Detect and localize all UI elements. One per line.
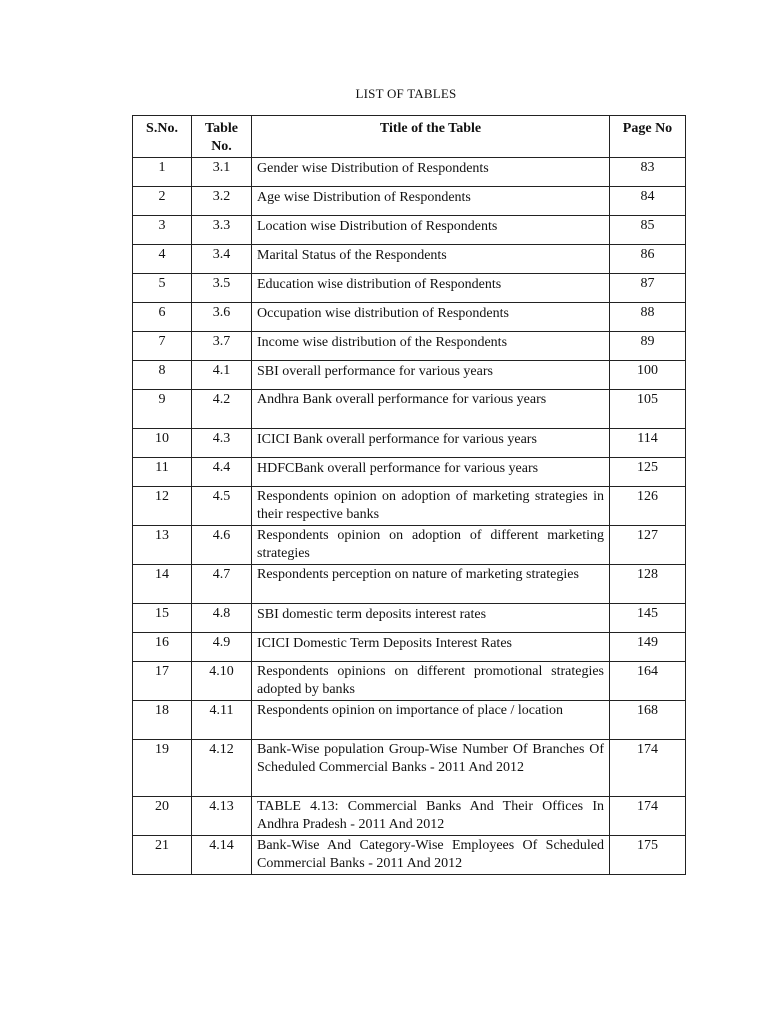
row-table-no: 4.11: [192, 701, 252, 740]
table-row: [133, 487, 686, 526]
row-table-no: 3.3: [192, 216, 252, 245]
table-row: [133, 633, 686, 662]
row-title: Respondents opinion on importance of place / location: [252, 701, 610, 740]
row-table-no: 4.6: [192, 526, 252, 565]
table-row: [133, 390, 686, 429]
row-page-no: 87: [610, 274, 686, 303]
row-sno: 4: [133, 245, 192, 274]
row-sno: 7: [133, 332, 192, 361]
page-title: LIST OF TABLES: [355, 86, 457, 101]
table-row: [133, 187, 686, 216]
table-row: [133, 604, 686, 633]
row-sno: 11: [133, 458, 192, 487]
row-page-no: 128: [610, 565, 686, 604]
row-sno: 3: [133, 216, 192, 245]
table-row: [133, 274, 686, 303]
table-row: [133, 836, 686, 875]
row-page-no: 175: [610, 836, 686, 875]
table-row: [133, 740, 686, 797]
row-sno: 9: [133, 390, 192, 429]
row-sno: 18: [133, 701, 192, 740]
row-page-no: 100: [610, 361, 686, 390]
table-row: [133, 458, 686, 487]
row-sno: 15: [133, 604, 192, 633]
row-table-no: 4.13: [192, 797, 252, 836]
table-row: [133, 429, 686, 458]
row-sno: 2: [133, 187, 192, 216]
header-sno: S.No.: [133, 116, 192, 158]
row-title: HDFCBank overall performance for various years: [252, 458, 610, 487]
row-sno: 14: [133, 565, 192, 604]
row-title: Marital Status of the Respondents: [252, 245, 610, 274]
row-title: Bank-Wise And Category-Wise Employees Of Scheduled Commercial Banks - 2011 And 2012: [252, 836, 610, 875]
row-page-no: 126: [610, 487, 686, 526]
table-row: [133, 565, 686, 604]
row-title: SBI overall performance for various years: [252, 361, 610, 390]
row-table-no: 4.10: [192, 662, 252, 701]
row-title: Respondents opinion on adoption of marketing strategies in their respective banks: [252, 487, 610, 526]
row-title: Andhra Bank overall performance for various years: [252, 390, 610, 429]
row-table-no: 4.2: [192, 390, 252, 429]
row-title: Education wise distribution of Respondents: [252, 274, 610, 303]
row-title: Age wise Distribution of Respondents: [252, 187, 610, 216]
row-table-no: 3.2: [192, 187, 252, 216]
table-row: [133, 245, 686, 274]
row-sno: 16: [133, 633, 192, 662]
row-table-no: 3.5: [192, 274, 252, 303]
row-sno: 5: [133, 274, 192, 303]
table-row: [133, 303, 686, 332]
row-sno: 6: [133, 303, 192, 332]
table-row: [133, 526, 686, 565]
row-page-no: 174: [610, 797, 686, 836]
row-table-no: 3.1: [192, 158, 252, 187]
row-title: Respondents perception on nature of marketing strategies: [252, 565, 610, 604]
row-title: SBI domestic term deposits interest rates: [252, 604, 610, 633]
table-row: [133, 332, 686, 361]
row-page-no: 145: [610, 604, 686, 633]
row-table-no: 4.5: [192, 487, 252, 526]
row-table-no: 3.7: [192, 332, 252, 361]
row-title: Occupation wise distribution of Respondents: [252, 303, 610, 332]
row-table-no: 4.7: [192, 565, 252, 604]
row-title: Respondents opinion on adoption of different marketing strategies: [252, 526, 610, 565]
row-page-no: 85: [610, 216, 686, 245]
row-table-no: 4.9: [192, 633, 252, 662]
row-sno: 19: [133, 740, 192, 797]
row-title: Respondents opinions on different promotional strategies adopted by banks: [252, 662, 610, 701]
row-sno: 17: [133, 662, 192, 701]
row-sno: 10: [133, 429, 192, 458]
row-table-no: 4.12: [192, 740, 252, 797]
row-table-no: 4.3: [192, 429, 252, 458]
table-row: [133, 216, 686, 245]
row-title: Location wise Distribution of Respondents: [252, 216, 610, 245]
row-page-no: 114: [610, 429, 686, 458]
list-of-tables: [132, 115, 686, 875]
row-sno: 12: [133, 487, 192, 526]
row-table-no: 4.8: [192, 604, 252, 633]
row-page-no: 125: [610, 458, 686, 487]
row-sno: 13: [133, 526, 192, 565]
row-page-no: 86: [610, 245, 686, 274]
row-page-no: 88: [610, 303, 686, 332]
row-page-no: 168: [610, 701, 686, 740]
row-title: Income wise distribution of the Respondents: [252, 332, 610, 361]
row-sno: 1: [133, 158, 192, 187]
row-page-no: 105: [610, 390, 686, 429]
row-page-no: 83: [610, 158, 686, 187]
table-row: [133, 361, 686, 390]
row-table-no: 3.6: [192, 303, 252, 332]
row-title: ICICI Bank overall performance for various years: [252, 429, 610, 458]
header-title: Title of the Table: [252, 116, 610, 158]
row-table-no: 4.4: [192, 458, 252, 487]
table-header-row: [133, 116, 686, 158]
row-sno: 20: [133, 797, 192, 836]
row-page-no: 174: [610, 740, 686, 797]
table-row: [133, 662, 686, 701]
header-page-no: Page No: [610, 116, 686, 158]
row-page-no: 149: [610, 633, 686, 662]
row-table-no: 3.4: [192, 245, 252, 274]
row-table-no: 4.14: [192, 836, 252, 875]
row-title: Gender wise Distribution of Respondents: [252, 158, 610, 187]
row-title: Bank-Wise population Group-Wise Number Of Branches Of Scheduled Commercial Banks - 2011 And 2012: [252, 740, 610, 797]
row-page-no: 164: [610, 662, 686, 701]
row-page-no: 84: [610, 187, 686, 216]
row-title: TABLE 4.13: Commercial Banks And Their Offices In Andhra Pradesh - 2011 And 2012: [252, 797, 610, 836]
row-table-no: 4.1: [192, 361, 252, 390]
row-sno: 8: [133, 361, 192, 390]
row-title: ICICI Domestic Term Deposits Interest Rates: [252, 633, 610, 662]
row-page-no: 89: [610, 332, 686, 361]
table-row: [133, 701, 686, 740]
row-page-no: 127: [610, 526, 686, 565]
table-row: [133, 797, 686, 836]
row-sno: 21: [133, 836, 192, 875]
header-table-no: Table No.: [192, 116, 252, 158]
table-row: [133, 158, 686, 187]
